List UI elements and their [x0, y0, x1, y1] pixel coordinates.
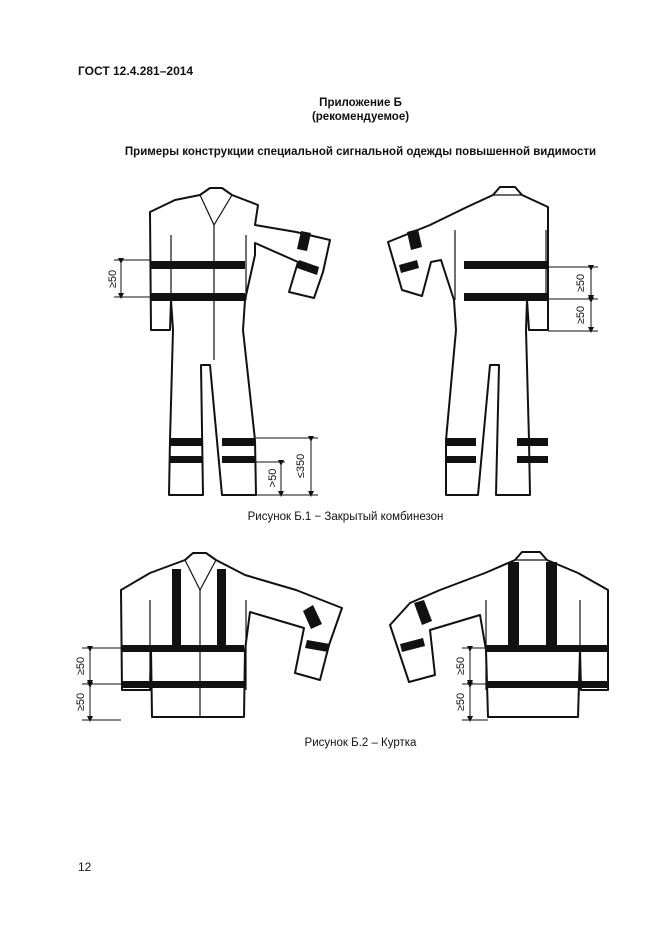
- dim-label-back-upper: ≥50: [575, 273, 587, 293]
- dim-label-jacket-front-upper: ≥50: [75, 656, 87, 676]
- dim-label-jacket-back-upper: ≥50: [455, 656, 467, 676]
- dim-label-back-lower: ≥50: [575, 305, 587, 325]
- figure2-caption: Рисунок Б.2 – Куртка: [304, 737, 417, 749]
- coverall-back-dimensions: [548, 267, 598, 331]
- appendix-title: Приложение Б: [319, 97, 402, 109]
- document-code: ГОСТ 12.4.281–2014: [78, 64, 194, 78]
- jacket-back-drawing: [390, 552, 608, 717]
- figure1-caption: Рисунок Б.1 − Закрытый комбинезон: [247, 511, 444, 523]
- jacket-front-drawing: [121, 553, 342, 717]
- page-number: 12: [78, 860, 92, 874]
- dim-label-front-leg-height: ≤350: [295, 453, 307, 479]
- dim-label-jacket-front-lower: ≥50: [75, 692, 87, 712]
- dim-label-front-chest: ≥50: [107, 269, 119, 289]
- dim-label-front-leg-gap: >50: [267, 468, 279, 488]
- section-title: Примеры конструкции специальной сигнальной одежды повышенной видимости: [124, 146, 597, 158]
- coverall-back-drawing: [388, 187, 549, 495]
- appendix-subtitle: (рекомендуемое): [311, 111, 410, 123]
- jacket-front-dimensions: [82, 648, 121, 720]
- dim-label-jacket-back-lower: ≥50: [455, 692, 467, 712]
- coverall-front-drawing: [150, 188, 330, 495]
